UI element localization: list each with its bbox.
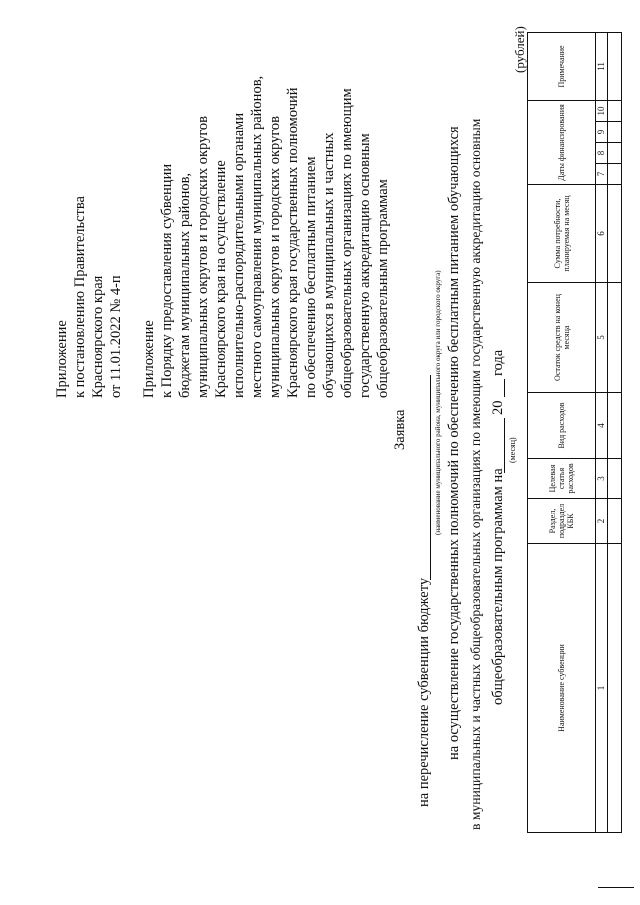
appendix-order-line-13: государственную аккредитацию основным (357, 133, 373, 398)
header-name: Наименование субвенции (528, 544, 596, 833)
appendix-order-line-11: обучающихся в муниципальных и частных (321, 132, 337, 398)
appendix-order-line-14: общеобразовательным программам (375, 179, 391, 398)
col-number-1: 1 (596, 544, 608, 833)
header-dates: Даты финансирования (528, 100, 596, 184)
appendix-order-line-6: исполнительно-распорядительными органами (231, 112, 247, 398)
appendix-order-line-7: местного самоуправления муниципальных районов, (249, 75, 265, 398)
footer-rule (598, 887, 634, 888)
municipality-hint: (наименование муниципального района, муниципального округа или городского округа) (434, 270, 442, 535)
table-cell (608, 32, 622, 100)
table-cell (608, 544, 622, 833)
header-type: Вид расходов (528, 393, 596, 459)
col-number-10: 10 (596, 100, 608, 121)
subsidy-table (527, 32, 622, 833)
col-number-4: 4 (596, 393, 608, 459)
year-suffix: года (490, 349, 506, 376)
appendix-order-line-2: к Порядку предоставления субвенции (159, 163, 175, 398)
col-number-7: 7 (596, 164, 608, 185)
table-cell (608, 185, 622, 283)
table-cell (608, 393, 622, 459)
col-number-6: 6 (596, 185, 608, 283)
table-cell (608, 499, 622, 544)
appendix-main-line-4: от 11.01.2022 № 4-п (108, 275, 124, 398)
table-number-row (596, 32, 608, 832)
year-prefix: 20 (490, 400, 506, 415)
col-number-2: 2 (596, 499, 608, 544)
appendix-order-line-1: Приложение (141, 320, 157, 398)
request-line-1: на перечисление субвенции бюджету (416, 577, 432, 807)
appendix-main-line-3: Красноярского края (90, 275, 106, 398)
appendix-order-line-10: по обеспечению бесплатным питанием (303, 156, 319, 398)
request-title: Заявка (392, 409, 408, 450)
month-hint: (месяц) (508, 437, 517, 463)
unit-label: (рублей) (512, 26, 527, 73)
header-section: Раздел, подраздел КБК (528, 499, 596, 544)
request-line-3: в муниципальных и частных общеобразовательных организациях по имеющим государственную аккредитацию основным (468, 118, 483, 830)
appendix-main-line-2: к постановлению Правительства (72, 196, 88, 398)
appendix-order-line-4: муниципальных округов и городских округов (195, 115, 211, 398)
col-number-9: 9 (596, 122, 608, 143)
table-cell (608, 283, 622, 393)
header-target: Целевая статья расходов (528, 459, 596, 499)
table-cell (608, 100, 622, 121)
table-cell (608, 164, 622, 185)
col-number-11: 11 (596, 32, 608, 100)
request-line-2: на осуществление государственных полномочий по обеспечению бесплатным питанием обучающихся (446, 126, 462, 760)
header-balance: Остаток средств на конец месяца (528, 283, 596, 393)
appendix-order-line-8: муниципальных округов и городских округов (267, 115, 283, 398)
year-blank (504, 379, 505, 397)
table-header-row (528, 32, 596, 832)
appendix-main-line-1: Приложение (54, 320, 70, 398)
appendix-order-line-3: бюджетам муниципальных районов, (177, 172, 193, 398)
col-number-8: 8 (596, 143, 608, 164)
table-cell (608, 122, 622, 143)
header-need: Сумма потребности, планируемая на месяц (528, 185, 596, 283)
appendix-order-line-12: общеобразовательных организациях по имеющим (339, 88, 355, 398)
month-blank (504, 418, 505, 473)
col-number-3: 3 (596, 459, 608, 499)
request-line-4: общеобразовательным программам на (490, 468, 506, 705)
table-row (608, 32, 622, 832)
appendix-order-line-5: Красноярского края на осуществление (213, 160, 229, 398)
appendix-order-line-9: Красноярского края государственных полномочий (285, 87, 301, 398)
col-number-5: 5 (596, 283, 608, 393)
municipality-blank (430, 375, 431, 580)
table-cell (608, 143, 622, 164)
header-note: Примечание (528, 32, 596, 100)
table-cell (608, 459, 622, 499)
